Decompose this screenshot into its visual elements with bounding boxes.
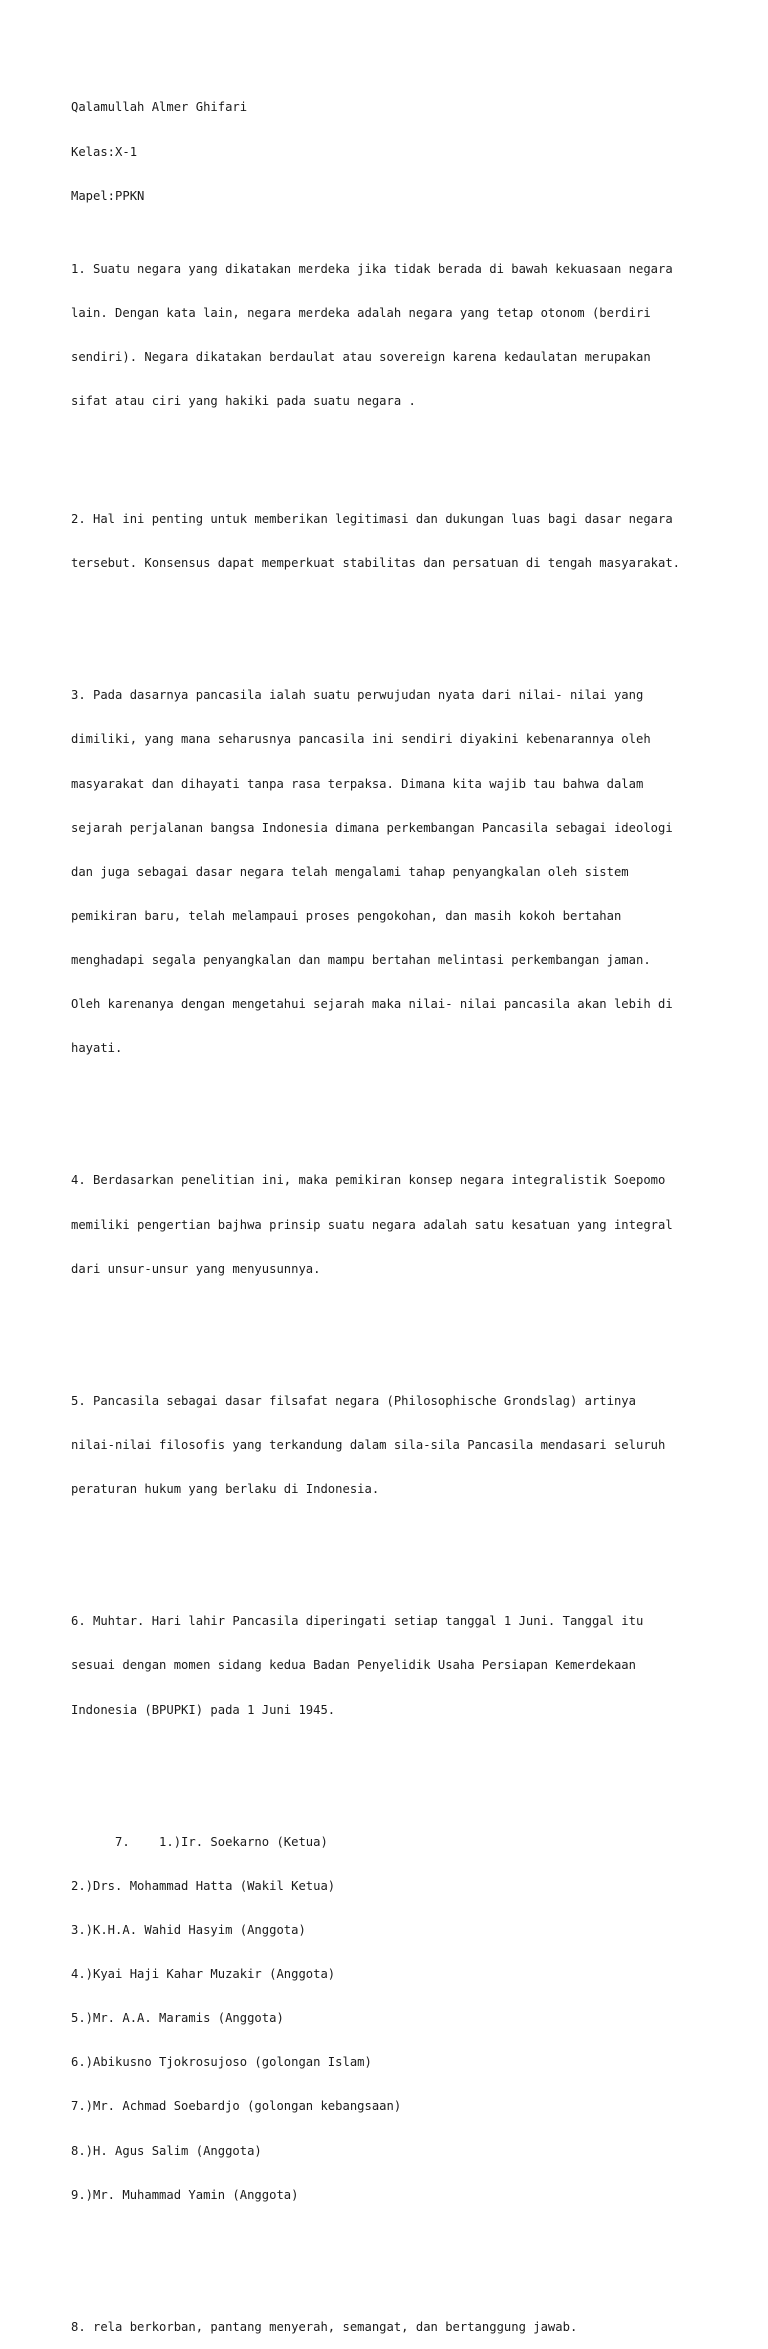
answer-7-line: 9.)Mr. Muhammad Yamin (Anggota): [71, 2187, 299, 2202]
answer-4-line: 4. Berdasarkan penelitian ini, maka pemikiran konsep negara integralistik Soepomo: [71, 1173, 666, 1188]
answer-1-line: lain. Dengan kata lain, negara merdeka adalah negara yang tetap otonom (berdiri: [71, 306, 651, 321]
answer-2-line: 2. Hal ini penting untuk memberikan legitimasi dan dukungan luas bagi dasar negara: [71, 511, 673, 526]
answer-7-line: 2.)Drs. Mohammad Hatta (Wakil Ketua): [71, 1878, 336, 1893]
answer-3-line: 3. Pada dasarnya pancasila ialah suatu perwujudan nyata dari nilai- nilai yang: [71, 688, 644, 703]
paragraph-gap: [71, 2232, 711, 2261]
answer-5-line: nilai-nilai filosofis yang terkandung dalam sila-sila Pancasila mendasari seluruh: [71, 1437, 666, 1452]
answer-3-line: sejarah perjalanan bangsa Indonesia dimana perkembangan Pancasila sebagai ideologi: [71, 820, 673, 835]
paragraph-gap: [71, 1306, 711, 1335]
student-name: Qalamullah Almer Ghifari: [71, 100, 248, 115]
document-page: [71, 71, 711, 2349]
answer-6-line: sesuai dengan momen sidang kedua Badan Penyelidik Usaha Persiapan Kemerdekaan: [71, 1658, 636, 1673]
answer-1-line: 1. Suatu negara yang dikatakan merdeka jika tidak berada di bawah kekuasaan negara: [71, 262, 673, 277]
answer-7-line: 5.)Mr. A.A. Maramis (Anggota): [71, 2011, 284, 2026]
paragraph-gap: [71, 600, 711, 629]
answer-7-line: 8.)H. Agus Salim (Anggota): [71, 2143, 262, 2158]
answer-2-line: tersebut. Konsensus dapat memperkuat stabilitas dan persatuan di tengah masyarakat.: [71, 556, 681, 571]
answer-3-line: pemikiran baru, telah melampaui proses pengokohan, dan masih kokoh bertahan: [71, 908, 622, 923]
answer-3-line: menghadapi segala penyangkalan dan mampu bertahan melintasi perkembangan jaman.: [71, 952, 651, 967]
answer-4-line: memiliki pengertian bajhwa prinsip suatu negara adalah satu kesatuan yang integral: [71, 1217, 673, 1232]
answer-5-line: peraturan hukum yang berlaku di Indonesia.: [71, 1482, 380, 1497]
answer-3-line: dimiliki, yang mana seharusnya pancasila ini sendiri diyakini kebenarannya oleh: [71, 732, 651, 747]
answer-4-line: dari unsur-unsur yang menyusunnya.: [71, 1261, 321, 1276]
paragraph-gap: [71, 1085, 711, 1114]
answer-8-line: 8. rela berkorban, pantang menyerah, semangat, dan bertanggung jawab.: [71, 2319, 578, 2334]
answer-7-line: 7. 1.)Ir. Soekarno (Ketua): [71, 1834, 328, 1849]
answer-3-line: hayati.: [71, 1041, 123, 1056]
paragraph-gap: [71, 438, 711, 453]
answer-7-line: 3.)K.H.A. Wahid Hasyim (Anggota): [71, 1923, 306, 1938]
answer-3-line: dan juga sebagai dasar negara telah mengalami tahap penyangkalan oleh sistem: [71, 864, 629, 879]
answer-1-line: sifat atau ciri yang hakiki pada suatu negara .: [71, 394, 416, 409]
paragraph-gap: [71, 1526, 711, 1555]
answer-7-line: 4.)Kyai Haji Kahar Muzakir (Anggota): [71, 1967, 336, 1982]
subject-label: Mapel:PPKN: [71, 188, 145, 203]
answer-3-line: masyarakat dan dihayati tanpa rasa terpaksa. Dimana kita wajib tau bahwa dalam: [71, 776, 644, 791]
class-label: Kelas:X-1: [71, 144, 138, 159]
answer-7-line: 6.)Abikusno Tjokrosujoso (golongan Islam): [71, 2055, 372, 2070]
answer-5-line: 5. Pancasila sebagai dasar filsafat negara (Philosophische Grondslag) artinya: [71, 1393, 636, 1408]
answer-7-line: 7.)Mr. Achmad Soebardjo (golongan kebangsaan): [71, 2099, 402, 2114]
answer-3-line: Oleh karenanya dengan mengetahui sejarah maka nilai- nilai pancasila akan lebih di: [71, 997, 673, 1012]
answer-6-line: Indonesia (BPUPKI) pada 1 Juni 1945.: [71, 1702, 336, 1717]
answer-6-line: 6. Muhtar. Hari lahir Pancasila diperingati setiap tanggal 1 Juni. Tanggal itu: [71, 1614, 644, 1629]
paragraph-gap: [71, 1747, 711, 1776]
answer-1-line: sendiri). Negara dikatakan berdaulat atau sovereign karena kedaulatan merupakan: [71, 350, 651, 365]
